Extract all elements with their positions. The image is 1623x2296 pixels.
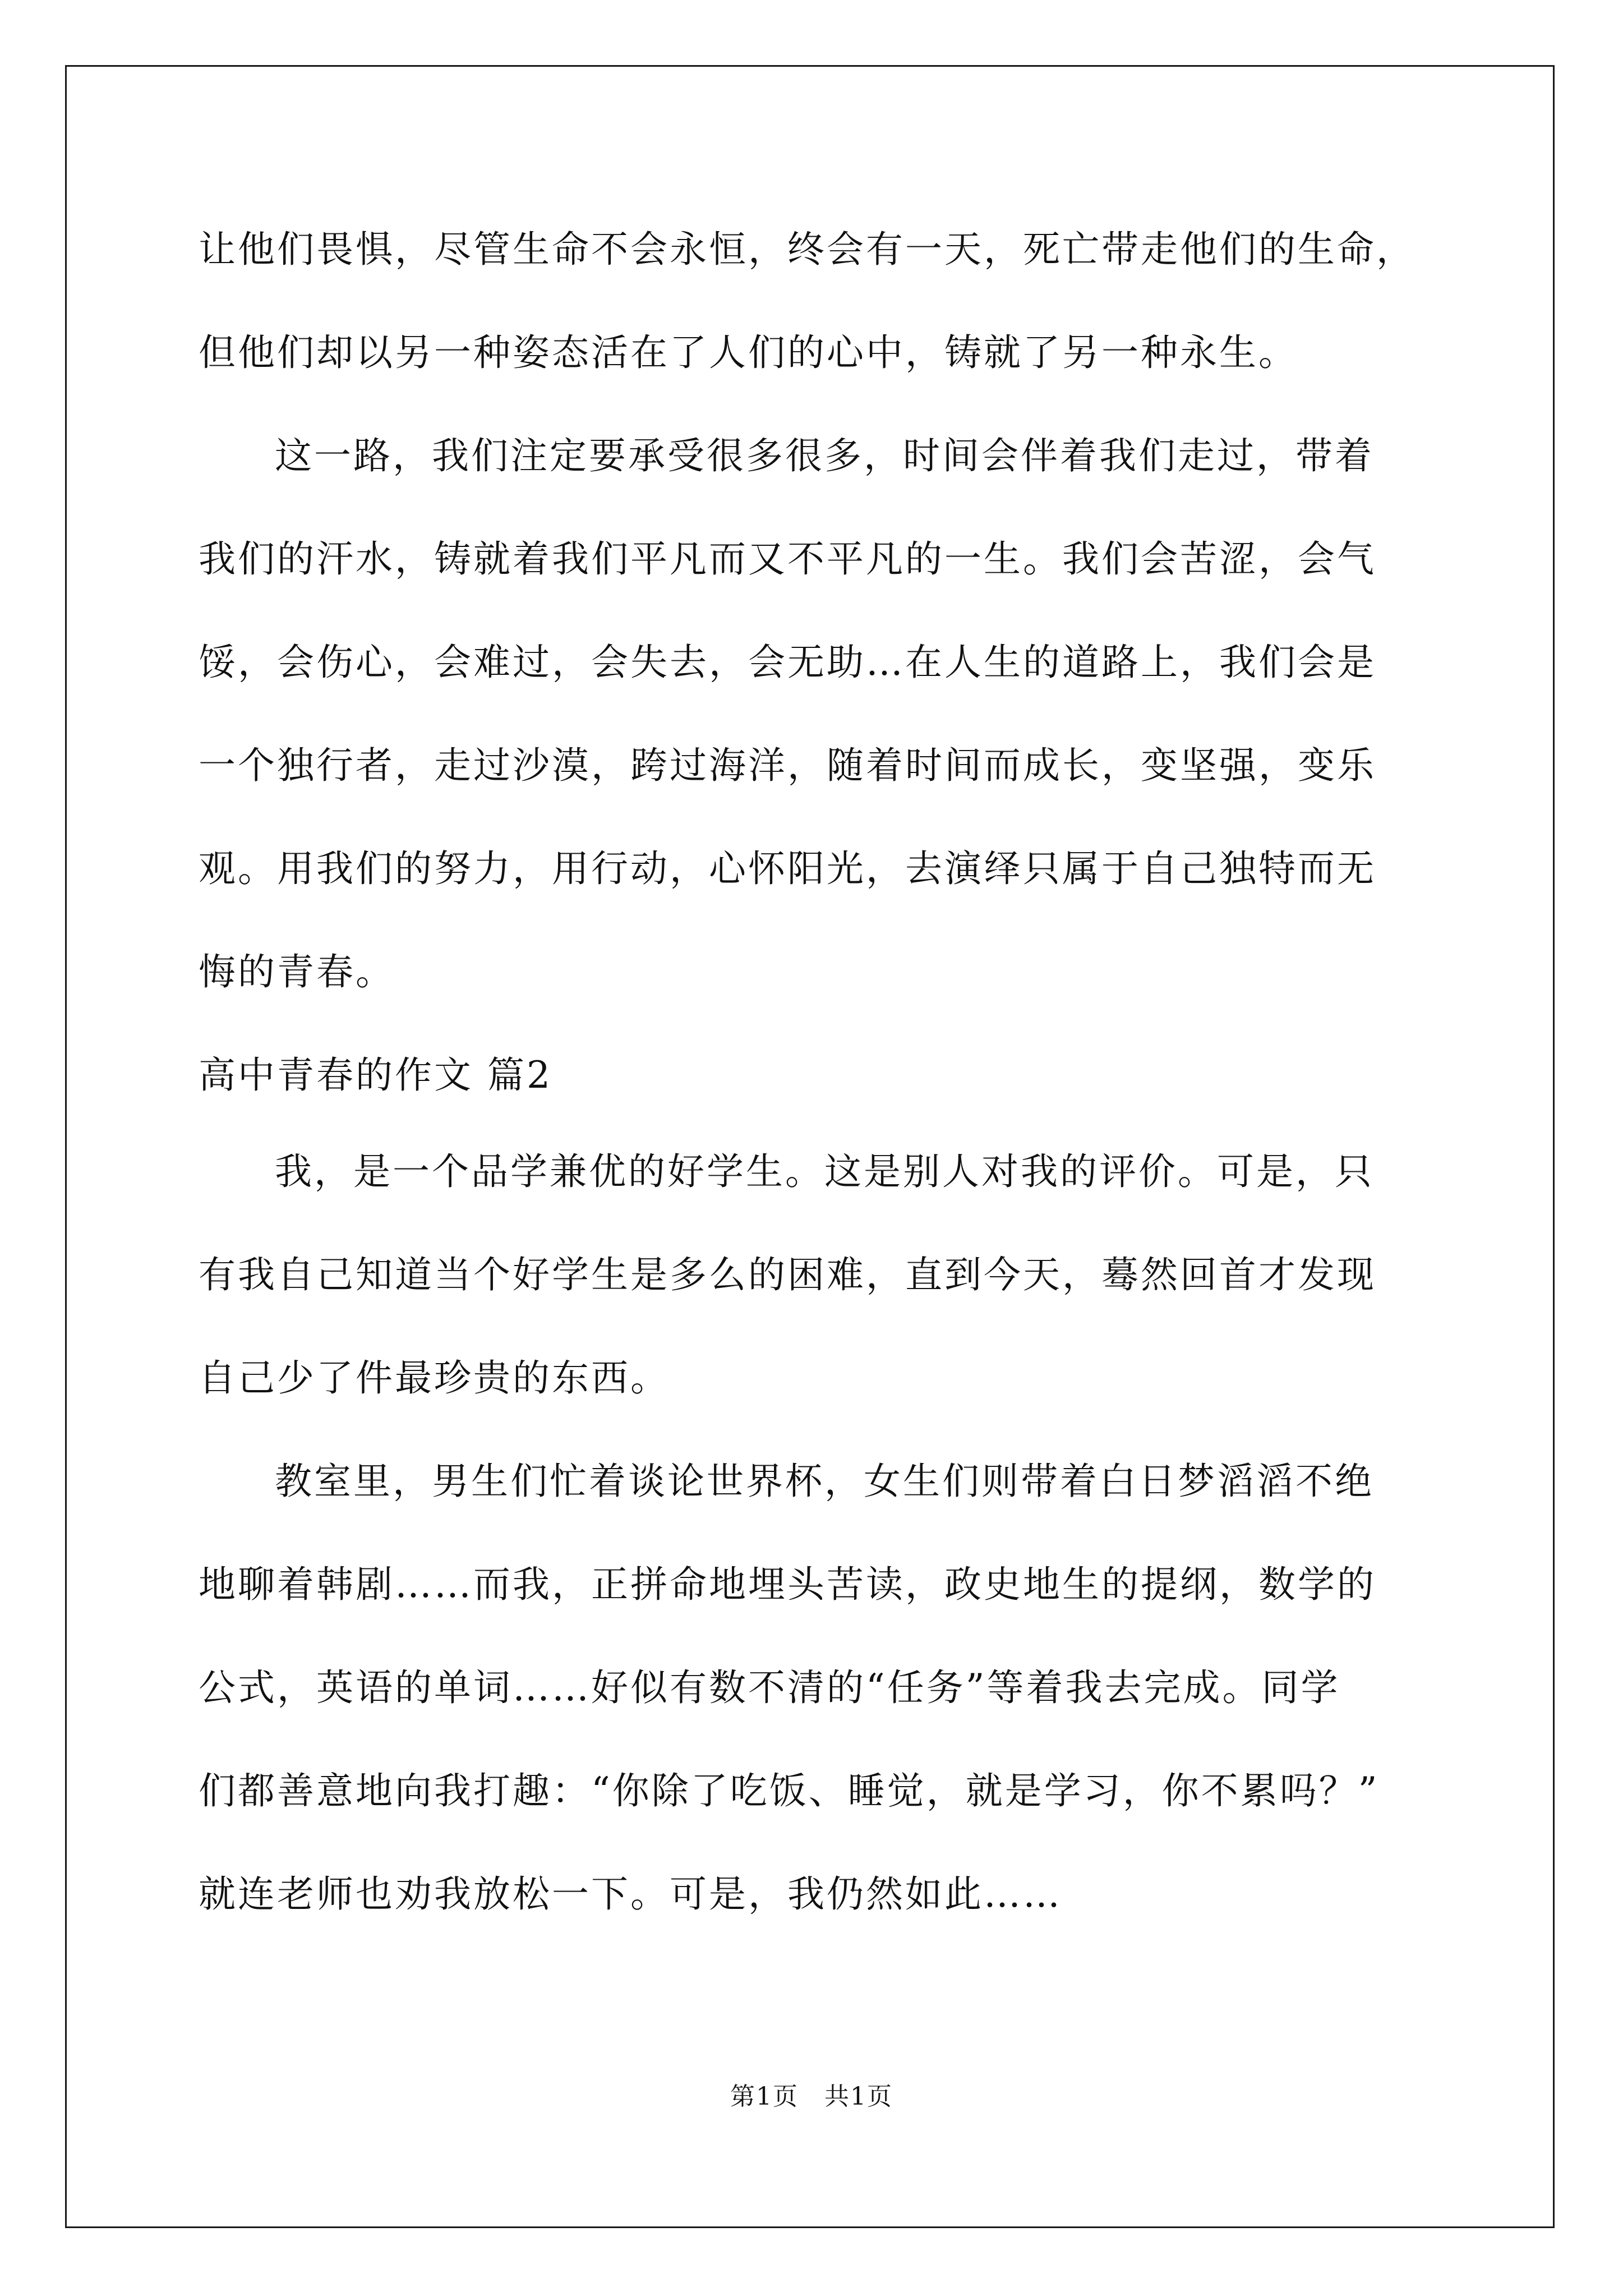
paragraph-start-line: 这一路，我们注定要承受很多很多，时间会伴着我们走过，带着 xyxy=(275,434,1374,477)
text-line: 悔的青春。 xyxy=(199,950,395,993)
text-line: 但他们却以另一种姿态活在了人们的心中，铸就了另一种永生。 xyxy=(199,331,1298,374)
text-line: 馁，会伤心，会难过，会失去，会无助…在人生的道路上，我们会是 xyxy=(199,641,1376,684)
text-line: 有我自己知道当个好学生是多么的困难，直到今天，蓦然回首才发现 xyxy=(199,1253,1376,1296)
page-footer: 第1页 共1页 xyxy=(730,2082,893,2111)
text-line: 让他们畏惧，尽管生命不会永恒，终会有一天，死亡带走他们的生命， xyxy=(199,228,1415,271)
section-heading: 高中青春的作文 篇2 xyxy=(199,1053,552,1097)
text-line: 我们的汗水，铸就着我们平凡而又不平凡的一生。我们会苦涩，会气 xyxy=(199,537,1376,581)
document-body xyxy=(199,213,1455,1961)
text-line: 自己少了件最珍贵的东西。 xyxy=(199,1356,670,1400)
text-line: 地聊着韩剧……而我，正拼命地埋头苦读，政史地生的提纲，数学的 xyxy=(199,1563,1376,1606)
text-line: 一个独行者，走过沙漠，跨过海洋，随着时间而成长，变坚强，变乐 xyxy=(199,744,1376,787)
paragraph-start-line: 我，是一个品学兼优的好学生。这是别人对我的评价。可是，只 xyxy=(275,1150,1374,1193)
text-line: 观。用我们的努力，用行动，心怀阳光，去演绎只属于自己独特而无 xyxy=(199,847,1376,890)
text-line: 们都善意地向我打趣：“你除了吃饭、睡觉，就是学习，你不累吗？” xyxy=(199,1769,1380,1812)
paragraph-start-line: 教室里，男生们忙着谈论世界杯，女生们则带着白日梦滔滔不绝 xyxy=(275,1460,1374,1503)
text-line: 公式，英语的单词……好似有数不清的“任务”等着我去完成。同学 xyxy=(199,1666,1340,1709)
text-line: 就连老师也劝我放松一下。可是，我仍然如此…… xyxy=(199,1872,1062,1916)
